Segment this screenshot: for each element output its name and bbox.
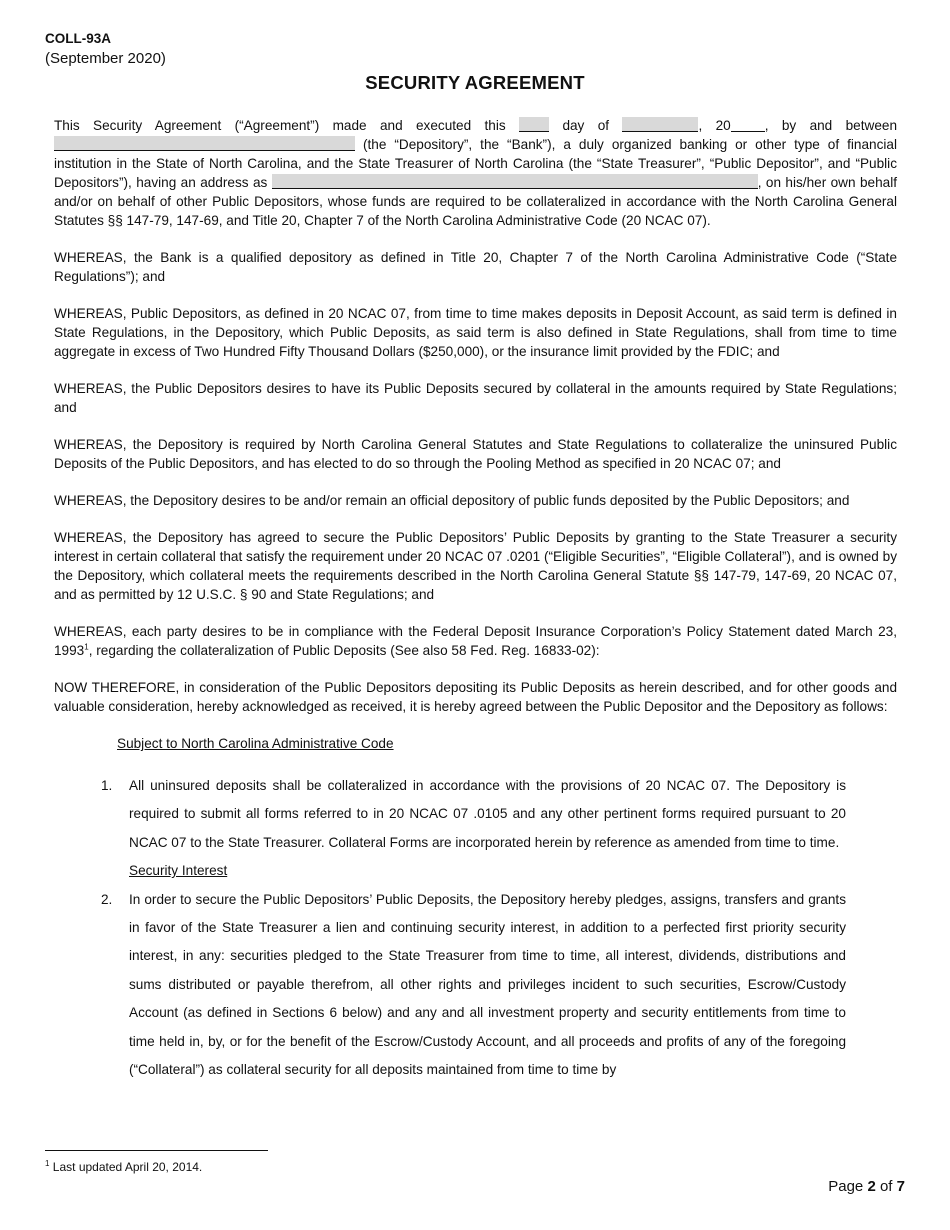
page-number: Page 2 of 7 xyxy=(828,1178,905,1195)
footnote: $^1$ Last updated April 20, 2014. xyxy=(45,1159,203,1174)
year-field[interactable] xyxy=(731,117,765,132)
now-therefore-paragraph: NOW THEREFORE, in consideration of the Public Depositors depositing its Public Deposits as herein described, and for other goods and valuable consideration, hereby acknowledged as received, it is hereby agreed between the Public Depositor and the Depository as follows: xyxy=(54,680,897,714)
form-id: COLL-93A xyxy=(45,31,112,46)
form-date: (September 2020) xyxy=(45,50,166,67)
section-heading: Subject to North Carolina Administrative Code xyxy=(117,736,394,751)
whereas-paragraph: WHEREAS, Public Depositors, as defined in 20 NCAC 07, from time to time makes deposits in Deposit Account, as said term is defined in State Regulations, in the Depository, which Public Deposits, as said term is also defined in State Regulations, shall from time to time aggregate in excess of Two Hundred Fifty Thousand Dollars ($250,000), or the insurance limit provided by the FDIC; and xyxy=(54,306,897,359)
subsection-heading: Security Interest xyxy=(129,863,228,879)
item-text: All uninsured deposits shall be collateralized in accordance with the provisions of 20 NCAC 07. The Depository is required to submit all forms referred to in 20 NCAC 07 .0105 and any other pertinent forms required pursuant to 20 NCAC 07 to the State Treasurer. Collateral Forms are incorporated herein by reference as amended from time to time. xyxy=(129,778,846,850)
agreement-body xyxy=(54,116,897,1084)
whereas-paragraph: WHEREAS, the Depository has agreed to secure the Public Depositors’ Public Deposits by granting to the State Treasurer a security interest in certain collateral that satisfy the requirement under 20 NCAC 07 .0201 (“Eligible Securities”, “Eligible Collateral”), and is owned by the Depository, which collateral meets the requirements described in the North Carolina General Statute §§ 147-79, 147-69, 20 NCAC 07, and as permitted by 12 U.S.C. § 90 and State Regulations; and xyxy=(54,530,897,602)
list-item xyxy=(54,772,846,857)
whereas-paragraph: WHEREAS, the Public Depositors desires to have its Public Deposits secured by collateral in the amounts required by State Regulations; and xyxy=(54,381,897,415)
fdic-paragraph: WHEREAS, each party desires to be in compliance with the Federal Deposit Insurance Corporation’s Policy Statement dated March 23, 1993$^1$, regarding the collateralization of Public Deposits (See also 58 Fed. Reg. 16833-02): xyxy=(54,624,897,658)
list-item xyxy=(54,886,846,1085)
day-field[interactable] xyxy=(519,117,549,132)
whereas-paragraph: WHEREAS, the Bank is a qualified depository as defined in Title 20, Chapter 7 of the North Carolina Administrative Code (“State Regulations”); and xyxy=(54,250,897,284)
item-number: 1. xyxy=(101,778,113,793)
item-number: 2. xyxy=(101,891,113,907)
footnote-ref[interactable]: 1 xyxy=(84,642,89,652)
intro-paragraph: This Security Agreement (“Agreement”) made and executed this day of , 20 , by and between (the “Depository”, the “Bank”), a duly organized banking or other type of financial institution in the State of North Carolina, and the State Treasurer of North Carolina (the “State Treasurer”, “Public Depositor”, and “Public Depositors”), having an address as , on his/her own behalf and/or on behalf of other Public Depositors, whose funds are required to be collateralized in accordance with the North Carolina General Statutes §§ 147-79, 147-69, and Title 20, Chapter 7 of the North Carolina Administrative Code (20 NCAC 07). xyxy=(54,118,898,228)
depository-name-field[interactable] xyxy=(54,136,355,151)
address-field[interactable] xyxy=(272,174,758,189)
numbered-list xyxy=(54,772,897,1084)
document-title: SECURITY AGREEMENT xyxy=(365,72,585,93)
item-text: In order to secure the Public Depositors’ Public Deposits, the Depository hereby pledges, assigns, transfers and grants in favor of the State Treasurer a lien and continuing security interest, in addition to a perfected first priority security interest, in any: securities pledged to the State Treasurer from time to time, all interest, dividends, distributions and sums distributed or payable therefrom, all other rights and privileges incident to such securities, Escrow/Custody Account (as defined in Sections 6 below) and any and all investment property and security entitlements from time to time held in, by, or for the benefit of the Escrow/Custody Account, and all proceeds and profits of any of the foregoing (“Collateral”) as collateral security for all deposits maintained from time to time by xyxy=(129,891,846,1078)
whereas-paragraph: WHEREAS, the Depository is required by North Carolina General Statutes and State Regulations to collateralize the uninsured Public Deposits of the Public Depositors, and has elected to do so through the Pooling Method as specified in 20 NCAC 07; and xyxy=(54,437,897,471)
footnote-divider xyxy=(45,1150,268,1151)
month-field[interactable] xyxy=(622,117,698,132)
whereas-paragraph: WHEREAS, the Depository desires to be and/or remain an official depository of public funds deposited by the Public Depositors; and xyxy=(54,493,850,508)
